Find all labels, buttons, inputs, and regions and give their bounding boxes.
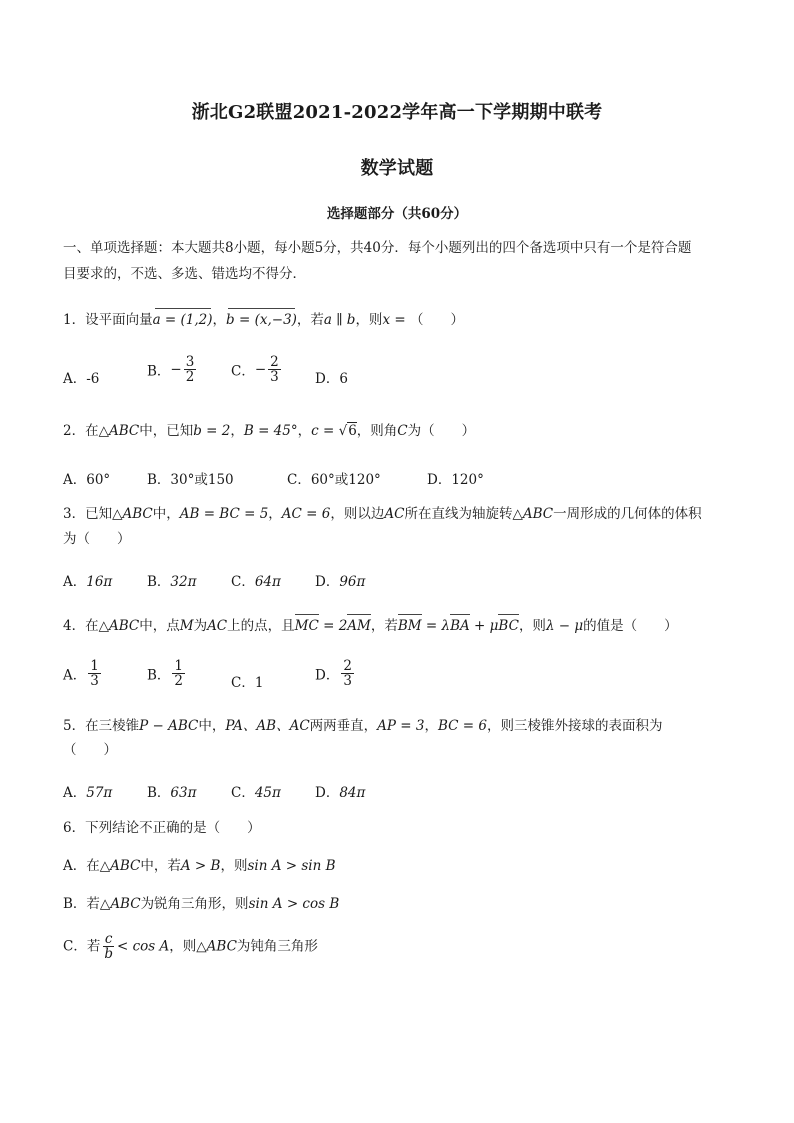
q2-option-c: C．60°或120° <box>287 472 381 488</box>
q6-option-c: C．若 $\frac{c}{b}$ < cos A，则△ABC为钝角三角形 <box>63 931 318 963</box>
question-6: 6．下列结论不正确的是（ ） <box>63 820 261 836</box>
exam-title: 浙北G2联盟2021-2022学年高一下学期期中联考 <box>191 102 603 123</box>
section-heading: 选择题部分（共60分） <box>326 206 468 222</box>
q6-option-b: B．若△ABC为锐角三角形，则sin A > cos B <box>63 896 340 912</box>
q3-option-d: D．96π <box>315 574 366 590</box>
question-2: 2．在△ABC中，已知b = 2，B = 45°，c = √6，则角C为（ ） <box>63 423 476 439</box>
q1-option-a: A．-6 <box>63 371 100 387</box>
q1-end: = （ ） <box>390 312 464 328</box>
q4-vector-ba: BA <box>450 618 470 634</box>
question-5-line-2: （ ） <box>63 742 117 758</box>
q6-option-a: A．在△ABC中，若A > B，则sin A > sin B <box>63 858 336 874</box>
q1-option-d: D．6 <box>315 371 348 387</box>
q2-option-a: A．60° <box>63 472 111 488</box>
q1-vector-a: a = (1,2) <box>152 312 213 328</box>
q3-option-a: A．16π <box>63 574 113 590</box>
q1-comma: ， <box>212 312 227 328</box>
exam-subtitle: 数学试题 <box>360 158 434 179</box>
q5-option-a: A．57π <box>63 785 113 801</box>
q3-option-c: C．64π <box>231 574 281 590</box>
q1-prefix: 1．设平面向量 <box>63 312 153 328</box>
q1-tail: ，则 <box>355 312 383 328</box>
q4-vector-mc: MC <box>294 618 319 634</box>
question-3-line-2: 为（ ） <box>63 531 131 547</box>
q1-x: x <box>382 312 391 328</box>
q4-vector-bm: BM <box>397 618 422 634</box>
q1-parallel: a ∥ b <box>323 312 356 328</box>
q5-option-d: D．84π <box>315 785 366 801</box>
q4-option-c: C．1 <box>231 675 264 691</box>
instructions-line-2: 目要求的，不选、多选、错选均不得分． <box>63 266 306 282</box>
question-5: 5．在三棱锥P − ABC中，PA、AB、AC两两垂直，AP = 3，BC = 6，则三棱锥外接球的表面积为 <box>63 718 663 734</box>
q4-vector-bc: BC <box>498 618 519 634</box>
q4-option-a: A． $\frac{1}{3}$ <box>63 658 99 690</box>
q5-option-c: C．45π <box>231 785 281 801</box>
q4-vector-am: AM <box>347 618 371 634</box>
q2-option-d: D．120° <box>427 472 484 488</box>
q5-option-b: B．63π <box>147 785 197 801</box>
question-1 <box>63 312 464 328</box>
q2-option-b: B．30°或150 <box>147 472 234 488</box>
q1-vector-b: b = (x,−3) <box>226 312 297 328</box>
instructions-line-1: 一、单项选择题：本大题共8小题，每小题5分，共40分．每个小题列出的四个备选项中只有一个是符合题 <box>63 240 692 256</box>
q4-option-b: B． $\frac{1}{2}$ <box>147 658 184 690</box>
q1-option-c: C．− $\frac{2}{3}$ <box>231 354 279 386</box>
q1-option-b: B．− $\frac{3}{2}$ <box>147 354 195 386</box>
question-3: 3．已知△ABC中，AB = BC = 5，AC = 6，则以边AC所在直线为轴旋转△ABC一周形成的几何体的体积 <box>63 506 702 522</box>
q4-option-d: D． $\frac{2}{3}$ <box>315 658 352 690</box>
question-4: 4．在△ABC中，点M为AC上的点，且MC = 2AM，若BM = λBA + μBC，则λ − μ的值是（ ） <box>63 618 678 634</box>
q1-mid: ，若 <box>296 312 324 328</box>
q3-option-b: B．32π <box>147 574 197 590</box>
